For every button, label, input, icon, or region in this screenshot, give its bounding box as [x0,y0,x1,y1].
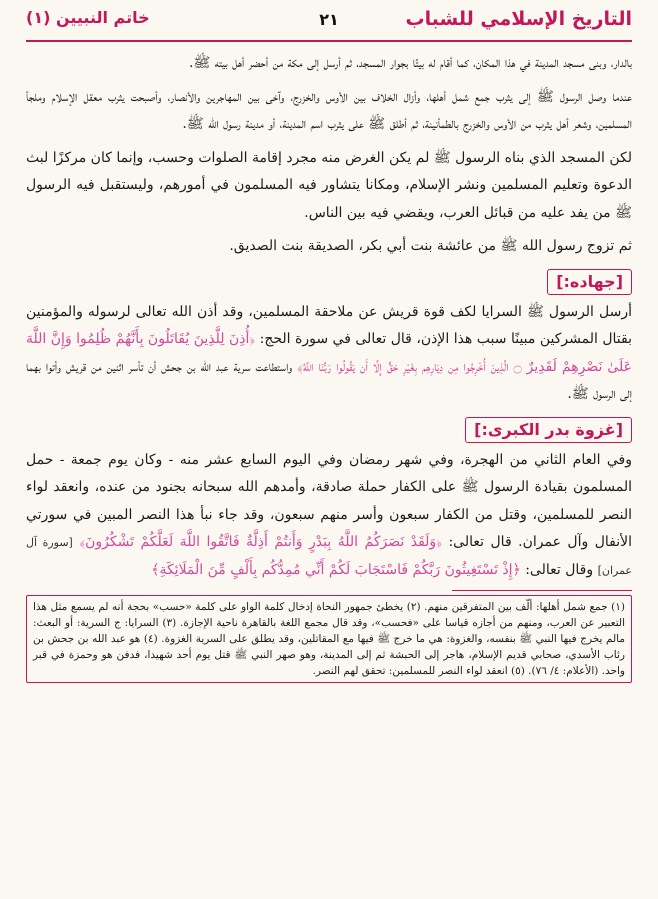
paragraph-badr [26,447,632,585]
footnote-divider [452,590,632,591]
quran-verse: ﴿أُذِنَ لِلَّذِينَ يُقَاتَلُونَ بِأَنَّهُمْ ظُلِمُوا وَإِنَّ اللَّهَ عَلَىٰ نَصْرِهِمْ لَقَدِيرٌ ۝ الَّذِينَ أُخْرِجُوا مِن دِيَارِهِم بِغَيْرِ حَقٍّ إِلَّا أَن يَقُولُوا رَبُّنَا اللَّهُ﴾ [26,331,632,375]
quran-verse: ﴿إِذْ تَسْتَغِيثُونَ رَبَّكُمْ فَاسْتَجَابَ لَكُمْ أَنِّي مُمِدُّكُم بِأَلْفٍ مِّنَ الْمَلَائِكَةِ﴾ [151,561,521,578]
page-number: ٢١ [319,10,339,29]
jihad-text-end: واستطاعت سرية عبد الله بن جحش أن تأسر اثنين من قريش وأتوا بهما إلى الرسول ﷺ. [26,358,632,402]
page-header [26,6,632,34]
paragraph: ثم تزوج رسول الله ﷺ من عائشة بنت أبي بكر، الصديقة بنت الصديق. [229,238,632,254]
paragraph: عندما وصل الرسول ﷺ إلى يثرب جمع شمل أهلها، وأزال الخلاف بين الأوس والخزرج، وآخى بين المهاجرين والأنصار، وأصبحت يثرب معقل الإسلام وملجأ المسلمين، وشعر أهل يثرب من الأوس والخزرج بالطمأنينة، ثم أطلق ﷺ على يثرب اسم المدينة، أو مدينة رسول الله ﷺ. [26,88,632,132]
badr-text: وفي العام الثاني من الهجرة، وفي شهر رمضان وفي اليوم السابع عشر منه - وكان يوم جمعة - حمل المسلمون بقيادة الرسول ﷺ على الكفار حملة صادقة، وأمدهم الله سبحانه بجنود من عنده، وانعقد لواء النصر للمسلمين، وقتل من الكفار سبعون وأسر منهم سبعون، وقد جاء نبأ هذا النصر المبين في سورتي الأنفال وآل عمران. قال تعالى: [26,451,633,550]
paragraph-jihad [26,299,632,409]
main-text [26,50,632,584]
sura-reference: [سورة آل عمران] [26,536,632,577]
book-title: التاريخ الإسلامي للشباب [405,8,632,30]
badr-text-middle: وقال تعالى: [520,561,598,578]
section-title-badr: [غزوة بدر الكبرى:] [465,417,632,443]
paragraph: لكن المسجد الذي بناه الرسول ﷺ لم يكن الغرض منه مجرد إقامة الصلوات وحسب، وإنما كان مركزًا لبث الدعوة وتعليم المسلمين ونشر الإسلام، ومكانا يتشاور فيه المسلمون في أمورهم، وليستقبل فيه الرسول ﷺ من يفد عليه من قبائل العرب، ويقضي فيه بين الناس. [26,149,632,221]
jihad-text: أرسل الرسول ﷺ السرايا لكف قوة قريش عن ملاحقة المسلمين، وقد أذن الله تعالى لرسوله والمؤمنين بقتال المشركين مبينًا سبب هذا الإذن، قال تعالى في سورة الحج: [26,303,632,347]
header-divider [26,40,632,42]
quran-verse: ﴿وَلَقَدْ نَصَرَكُمُ اللَّهُ بِبَدْرٍ وَأَنتُمْ أَذِلَّةٌ فَاتَّقُوا اللَّهَ لَعَلَّكُمْ تَشْكُرُونَ﴾ [79,534,442,550]
paragraph: بالدار، وبنى مسجد المدينة في هذا المكان، كما أقام له بيتًا بجوار المسجد، ثم أرسل إلى مكة من أحضر أهل بيته ﷺ. [188,55,632,71]
footnote-text: (١) جمع شمل أهلها: ألّف بين المتفرقين منهم. (٢) يخطئ جمهور النحاة إدخال كلمة الواو على كلمة «حسب» بحجة أنه لم يسمع مثل هذا التعبير عن العرب، ومنهم من أجازه قياسا على «فحسب»، وقد قال مجمع اللغة بالقاهرة ناحية الإجازة. (٣) السرايا: ج السرية: أو البعث: مالم يخرج فيها النبي ﷺ بنفسه، والغزوة: هي ما خرج ﷺ فيها مع المقاتلين، وقد يطلق على السرية الغزوة. (٤) هو عبد الله بن جحش بن رئاب الأسدي، صحابي قديم الإسلام، هاجر إلى الحبشة ثم إلى المدينة، وهو صهر النبي ﷺ قتل يوم أحد شهيدا، فدفن هو وحمزة في قبر واحد. (الأعلام: ٤/ ٧٦). (٥) انعقد لواء النصر للمسلمين: تحقق لهم النصر. [33,601,626,677]
footnotes-box [26,595,632,683]
section-title-jihad: [جهاده:] [547,269,632,295]
chapter-title: خاتم النبيين (١) [26,8,150,27]
